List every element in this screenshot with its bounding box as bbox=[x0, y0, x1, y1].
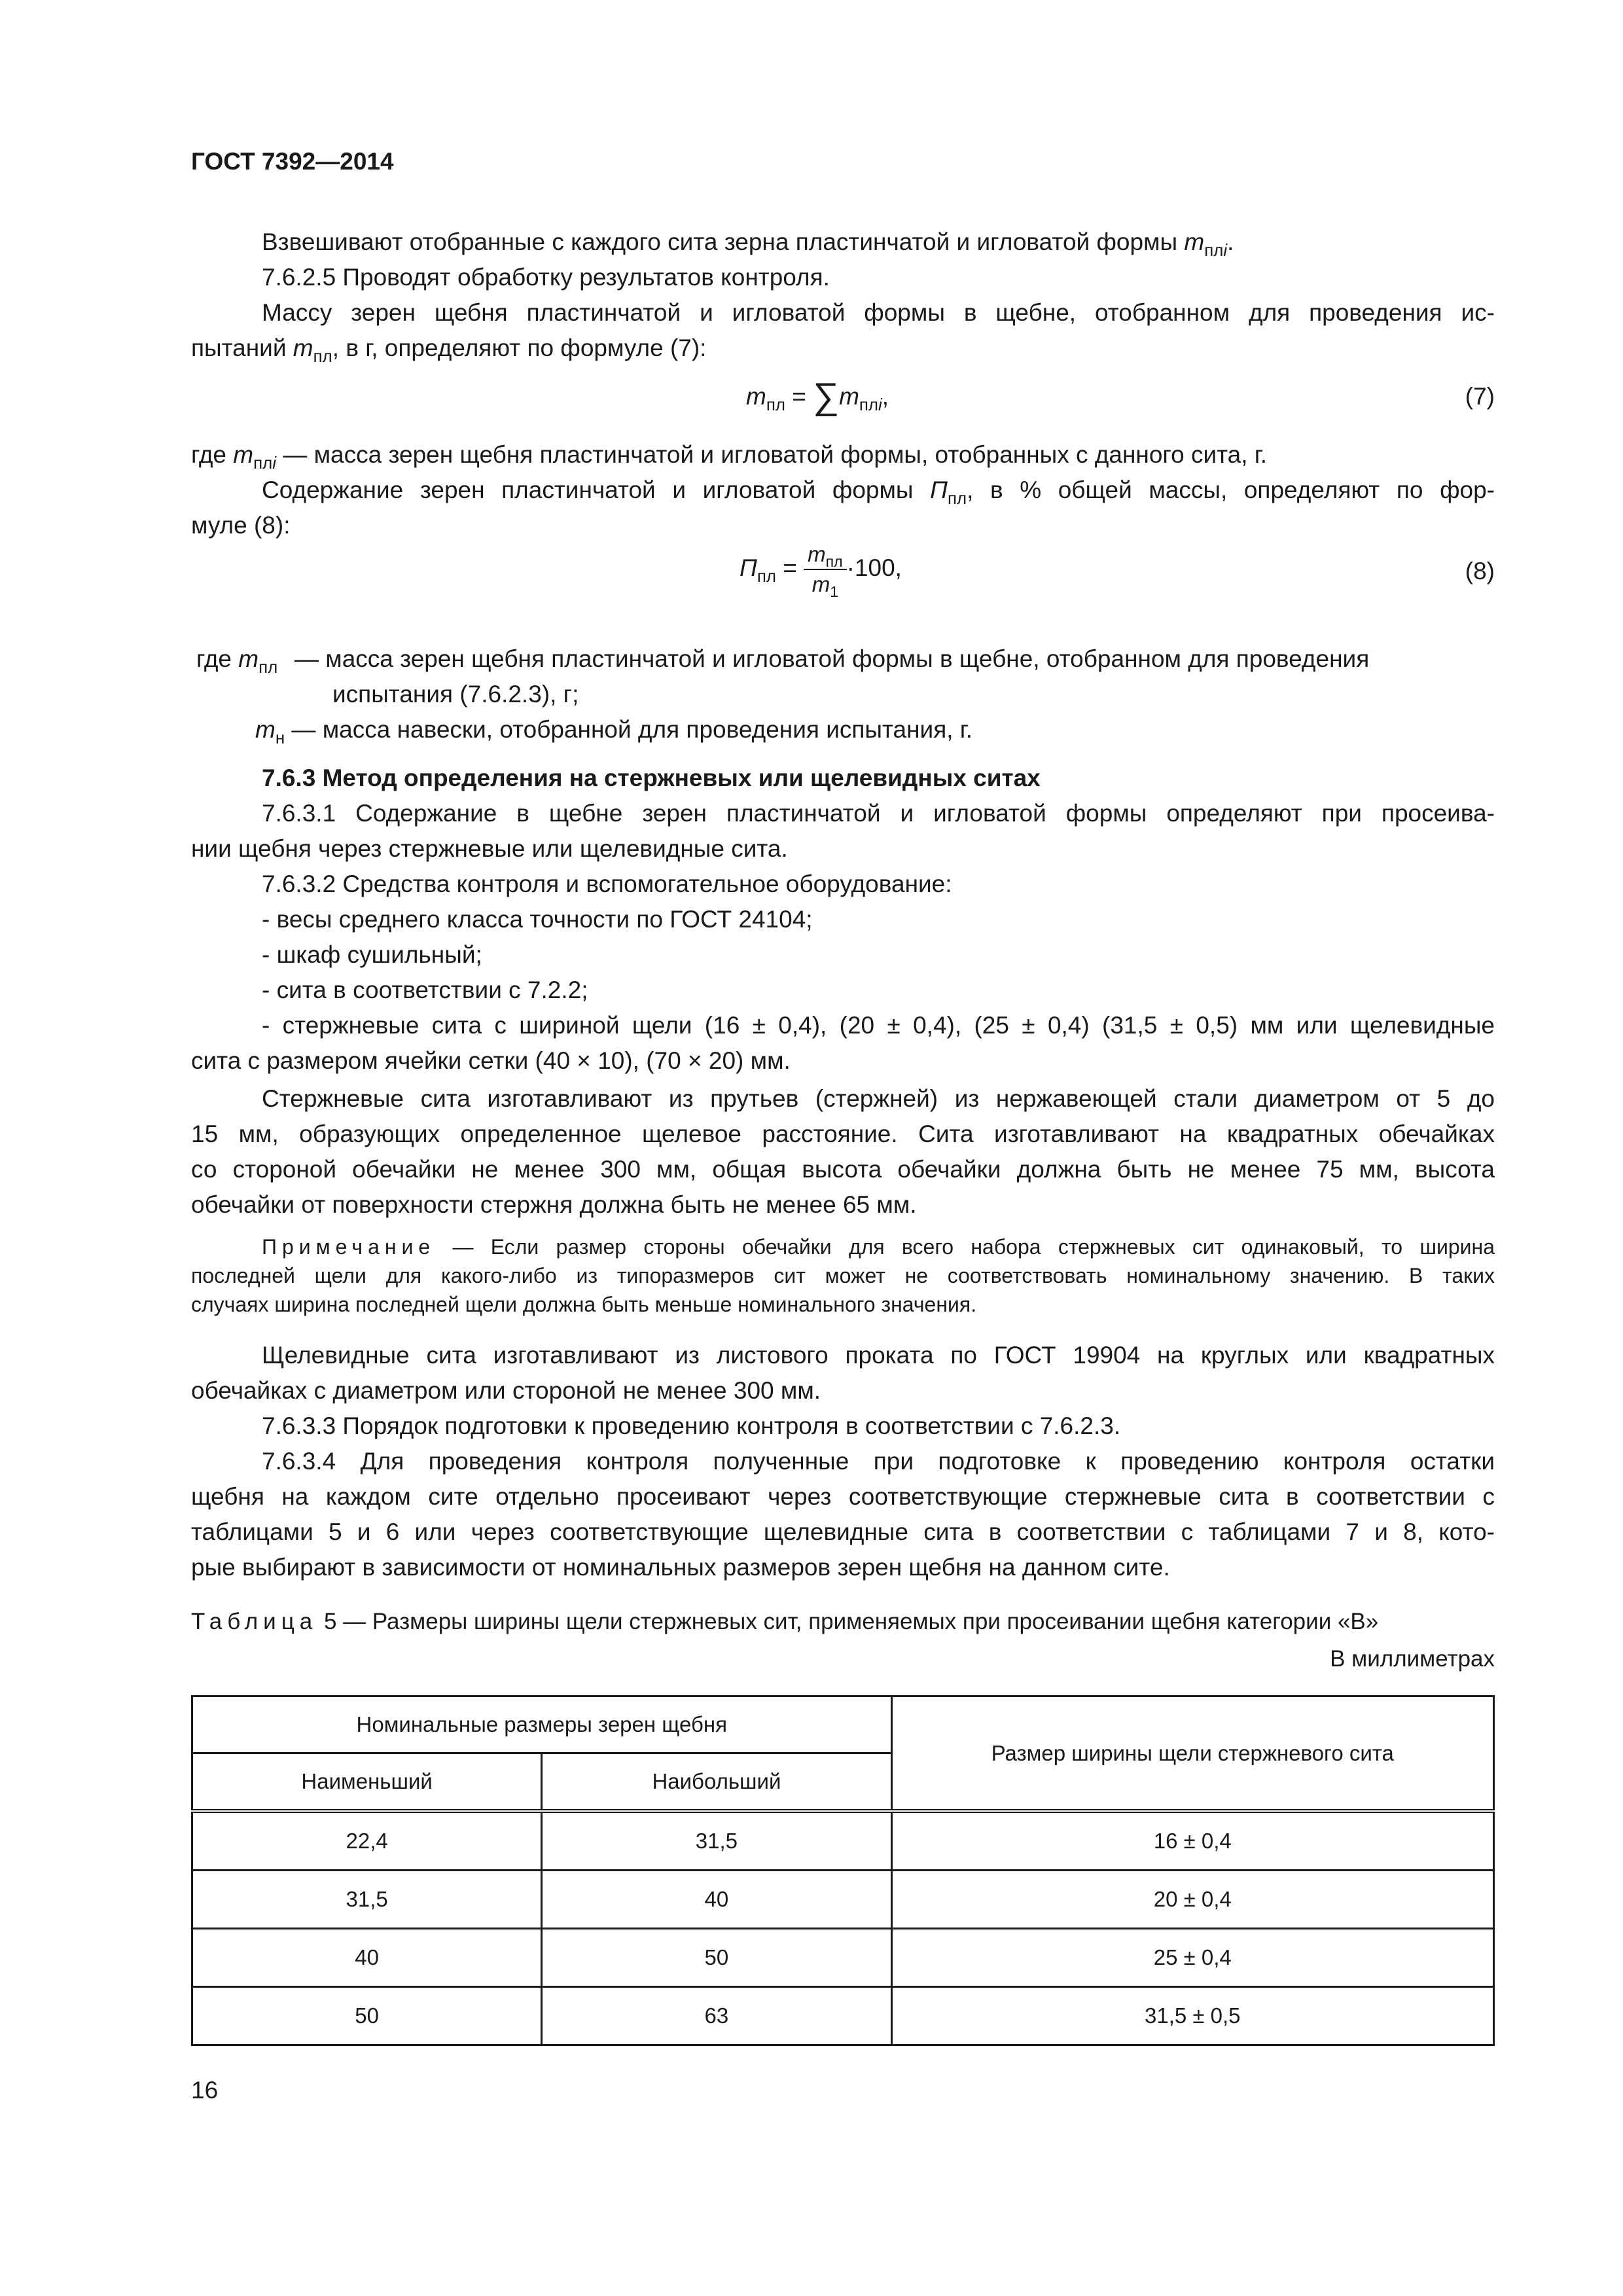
cell-slot: 20 ± 0,4 bbox=[891, 1871, 1493, 1929]
where-formula-8-line1: — масса зерен щебня пластинчатой и игловатой формы в щебне, отобранном для проведения bbox=[294, 645, 1370, 672]
cell-min: 50 bbox=[192, 1987, 542, 2045]
page-number: 16 bbox=[191, 2077, 219, 2104]
standard-code-header: ГОСТ 7392—2014 bbox=[191, 148, 394, 175]
table-row bbox=[192, 1871, 1494, 1929]
paragraph-rod-sieves-line4: обечайки от поверхности стержня должна быть не менее 65 мм. bbox=[191, 1191, 917, 1218]
cell-min: 40 bbox=[192, 1929, 542, 1987]
clause-7-6-3-2: 7.6.3.2 Средства контроля и вспомогательное оборудование: bbox=[262, 870, 952, 897]
cell-max: 40 bbox=[542, 1871, 891, 1929]
list-item-oven: - шкаф сушильный; bbox=[262, 941, 482, 968]
note-line1: Примечание — Если размер стороны обечайки для всего набора стержневых сит одинаковый, то ширина bbox=[262, 1235, 1495, 1259]
cell-max: 63 bbox=[542, 1987, 891, 2045]
table-row bbox=[192, 1811, 1494, 1871]
formula-8: $П_{пл}$ = $\frac{m_{пл}}{m_1}$ ·100, bbox=[740, 540, 902, 599]
table-5 bbox=[191, 1695, 1495, 2046]
paragraph-content-line1: Содержание зерен пластинчатой и игловатой формы $П_{пл}$, в % общей массы, определяют по фор- bbox=[262, 476, 1495, 509]
table-row bbox=[192, 1987, 1494, 2045]
clause-7-6-3-4-line3: таблицами 5 и 6 или через соответствующие щелевидные сита в соответствии с таблицами 7 и 8, кото- bbox=[191, 1518, 1495, 1545]
paragraph-mass-line2: пытаний $m_{пл}$, в г, определяют по формуле (7): bbox=[191, 334, 707, 367]
cell-min: 22,4 bbox=[192, 1811, 542, 1871]
table-5-title: Таблица 5 — Размеры ширины щели стержневых сит, применяемых при просеивании щебня категории «В» bbox=[191, 1609, 1379, 1634]
where-formula-7: где $m_{плi}$ — масса зерен щебня пластинчатой и игловатой формы, отобранных с данного сита, г. bbox=[191, 441, 1268, 473]
formula-7-number: (7) bbox=[1465, 383, 1495, 410]
header-min: Наименьший bbox=[192, 1753, 542, 1812]
cell-max: 31,5 bbox=[542, 1811, 891, 1871]
formula-7: $m_{пл} = \sum m_{плi}$, bbox=[746, 375, 889, 416]
formula-8-number: (8) bbox=[1465, 558, 1495, 584]
cell-min: 31,5 bbox=[192, 1871, 542, 1929]
cell-slot: 25 ± 0,4 bbox=[891, 1929, 1493, 1987]
clause-7-6-3-4-line4: рые выбирают в зависимости от номинальных размеров зерен щебня на данном сите. bbox=[191, 1554, 1170, 1581]
paragraph-weighing: Взвешивают отобранные с каждого сита зерна пластинчатой и игловатой формы $m_{плi}$. bbox=[262, 228, 1234, 260]
paragraph-slot-sieves-line2: обечайках с диаметром или стороной не менее 300 мм. bbox=[191, 1377, 821, 1404]
where-formula-8-line3: $m_н$ — масса навески, отобранной для проведения испытания, г. bbox=[255, 716, 973, 748]
paragraph-slot-sieves-line1: Щелевидные сита изготавливают из листового проката по ГОСТ 19904 на круглых или квадратных bbox=[262, 1342, 1495, 1369]
table-header-row bbox=[192, 1696, 1494, 1753]
paragraph-content-line2: муле (8): bbox=[191, 512, 291, 539]
header-max: Наибольший bbox=[542, 1753, 891, 1812]
header-slot-width: Размер ширины щели стержневого сита bbox=[891, 1696, 1493, 1812]
clause-7-6-3-4-line1: 7.6.3.4 Для проведения контроля полученные при подготовке к проведению контроля остатки bbox=[262, 1448, 1495, 1475]
list-item-rod-sieves-line1: - стержневые сита с шириной щели (16 ± 0,4), (20 ± 0,4), (25 ± 0,4) (31,5 ± 0,5) мм или щелевидные bbox=[262, 1012, 1495, 1039]
paragraph-rod-sieves-line3: со стороной обечайки не менее 300 мм, общая высота обечайки должна быть не менее 75 мм, высота bbox=[191, 1156, 1495, 1183]
cell-slot: 16 ± 0,4 bbox=[891, 1811, 1493, 1871]
list-item-sieves: - сита в соответствии с 7.2.2; bbox=[262, 977, 588, 1003]
header-nominal-sizes: Номинальные размеры зерен щебня bbox=[192, 1696, 892, 1753]
paragraph-mass-line1: Массу зерен щебня пластинчатой и игловатой формы в щебне, отобранном для проведения ис- bbox=[262, 299, 1495, 326]
clause-7-6-3-1-line2: нии щебня через стержневые или щелевидные сита. bbox=[191, 835, 788, 862]
table-row bbox=[192, 1929, 1494, 1987]
paragraph-rod-sieves-line1: Стержневые сита изготавливают из прутьев (стержней) из нержавеющей стали диаметром от 5 до bbox=[262, 1085, 1495, 1112]
cell-max: 50 bbox=[542, 1929, 891, 1987]
table-5-units: В миллиметрах bbox=[1330, 1646, 1495, 1672]
cell-slot: 31,5 ± 0,5 bbox=[891, 1987, 1493, 2045]
section-7-6-3-title: 7.6.3 Метод определения на стержневых или щелевидных ситах bbox=[262, 764, 1041, 791]
fraction: $\frac{m_{пл}}{m_1}$ bbox=[804, 540, 846, 599]
note-line3: случаях ширина последней щели должна быть меньше номинального значения. bbox=[191, 1293, 977, 1316]
clause-7-6-3-4-line2: щебня на каждом сите отдельно просеивают через соответствующие стержневые сита в соответствии с bbox=[191, 1483, 1495, 1510]
paragraph-rod-sieves-line2: 15 мм, образующих определенное щелевое расстояние. Сита изготавливают на квадратных обечайках bbox=[191, 1121, 1495, 1147]
clause-7-6-2-5: 7.6.2.5 Проводят обработку результатов контроля. bbox=[262, 264, 830, 291]
list-item-rod-sieves-line2: сита с размером ячейки сетки (40 × 10), (70 × 20) мм. bbox=[191, 1047, 791, 1074]
where-formula-8-label: где $m_{пл}$ bbox=[196, 645, 278, 677]
note-line2: последней щели для какого-либо из типоразмеров сит может не соответствовать номинальному значению. В таких bbox=[191, 1264, 1495, 1287]
clause-7-6-3-3: 7.6.3.3 Порядок подготовки к проведению контроля в соответствии с 7.6.2.3. bbox=[262, 1412, 1121, 1439]
clause-7-6-3-1-line1: 7.6.3.1 Содержание в щебне зерен пластинчатой и игловатой формы определяют при просеива- bbox=[262, 800, 1495, 827]
where-formula-8-line2: испытания (7.6.2.3), г; bbox=[332, 681, 579, 708]
list-item-scales: - весы среднего класса точности по ГОСТ 24104; bbox=[262, 906, 813, 933]
